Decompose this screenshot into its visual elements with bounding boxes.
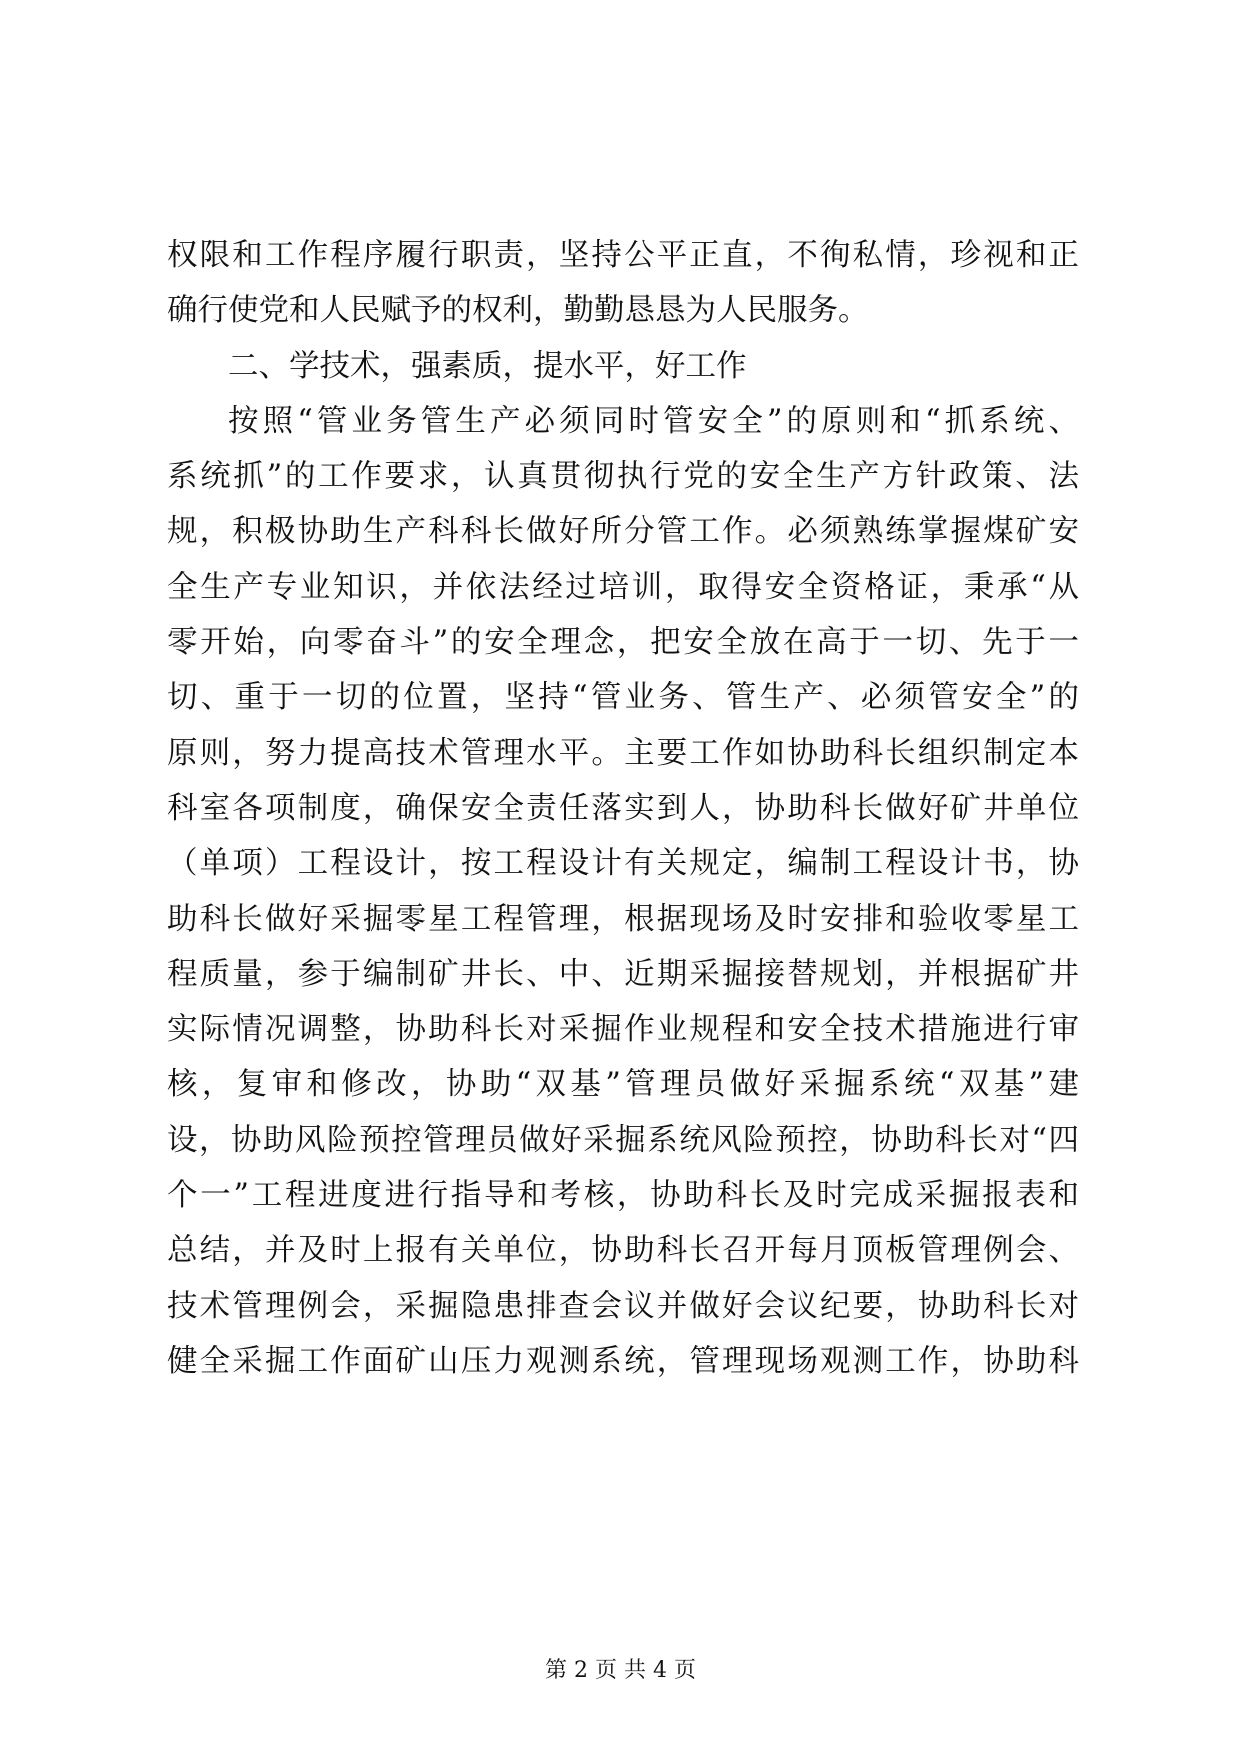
- text-line: 全生产专业知识，并依法经过培训，取得安全资格证，秉承“从: [167, 569, 1079, 605]
- text-line: 规，积极协助生产科科长做好所分管工作。必须熟练掌握煤矿安: [167, 514, 1079, 550]
- text-line: 健全采掘工作面矿山压力观测系统，管理现场观测工作，协助科: [167, 1343, 1079, 1379]
- text-line: 助科长做好采掘零星工程管理，根据现场及时安排和验收零星工: [167, 901, 1079, 937]
- text-line: 按照“管业务管生产必须同时管安全”的原则和“抓系统、: [228, 403, 1079, 439]
- text-line: 科室各项制度，确保安全责任落实到人，协助科长做好矿井单位: [167, 790, 1079, 826]
- text-line: 零开始，向零奋斗”的安全理念，把安全放在高于一切、先于一: [167, 625, 1079, 661]
- text-line: （单项）工程设计，按工程设计有关规定，编制工程设计书，协: [167, 846, 1079, 882]
- section-heading: 二、学技术，强素质，提水平，好工作: [228, 348, 747, 384]
- text-line: 切、重于一切的位置，坚持“管业务、管生产、必须管安全”的: [167, 680, 1079, 716]
- text-line: 核，复审和修改，协助“双基”管理员做好采掘系统“双基”建: [167, 1067, 1079, 1103]
- text-line: 权限和工作程序履行职责，坚持公平正直，不徇私情，珍视和正: [167, 238, 1079, 273]
- text-line: 个一”工程进度进行指导和考核，协助科长及时完成采掘报表和: [167, 1178, 1079, 1214]
- body-text: [167, 228, 1079, 1389]
- text-line: 总结，并及时上报有关单位，协助科长召开每月顶板管理例会、: [167, 1233, 1079, 1269]
- text-line: 确行使党和人民赋予的权利，勤勤恳恳为人民服务。: [167, 293, 869, 329]
- page-number-footer: 第 2 页 共 4 页: [545, 1658, 696, 1683]
- text-line: 原则，努力提高技术管理水平。主要工作如协助科长组织制定本: [167, 735, 1079, 771]
- text-line: 程质量，参于编制矿井长、中、近期采掘接替规划，并根据矿井: [167, 956, 1079, 992]
- text-line: 系统抓”的工作要求，认真贯彻执行党的安全生产方针政策、法: [167, 459, 1079, 495]
- text-line: 技术管理例会，采掘隐患排查会议并做好会议纪要，协助科长对: [167, 1288, 1079, 1324]
- text-line: 设，协助风险预控管理员做好采掘系统风险预控，协助科长对“四: [167, 1122, 1079, 1158]
- text-line: 实际情况调整，协助科长对采掘作业规程和安全技术措施进行审: [167, 1012, 1079, 1048]
